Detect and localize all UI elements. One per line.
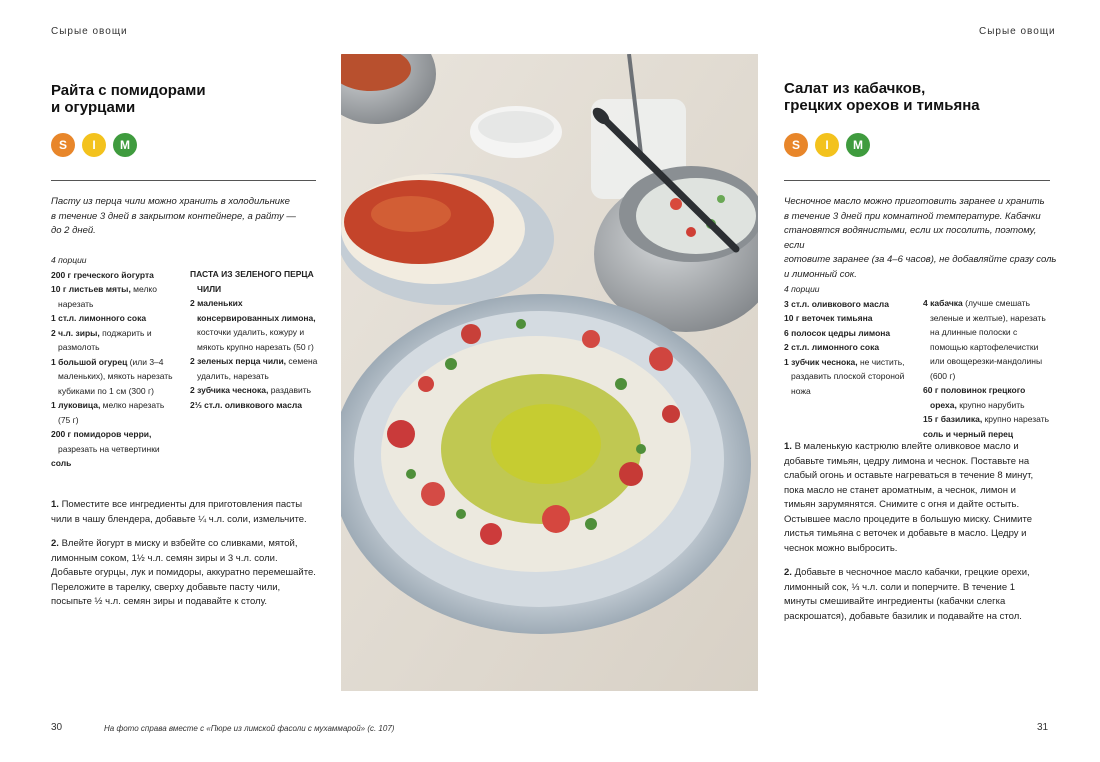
ingredient-item xyxy=(51,326,173,355)
left-ingredient-list xyxy=(51,268,173,471)
ingredient-name: 15 г базилика, xyxy=(923,414,983,424)
right-badges xyxy=(784,133,870,157)
right-intro: Чесночное масло можно приготовить заранее и хранить в течение 3 дней при комнатной температуре. Кабачки становятся водянистыми, если их посолить, поэтому, если готовите заранее (за 4–6 часов), не добавляйте сразу соль и лимонный сок. xyxy=(784,196,1057,280)
right-ingredient-list xyxy=(784,297,912,399)
right-divider xyxy=(784,180,1050,181)
ingredient-name: 1 луковица, xyxy=(51,400,101,410)
badge-i: I xyxy=(815,133,839,157)
ingredient-note: не чистить, раздавить плоской стороной ножа xyxy=(791,356,905,396)
ingredient-item xyxy=(51,355,173,399)
ingredient-item xyxy=(923,383,1053,412)
ingredient-item xyxy=(190,296,318,354)
ingredient-name: 1 большой огурец xyxy=(51,356,128,367)
left-recipe-title: Райта с помидорами и огурцами xyxy=(51,82,206,116)
right-ingredients-second xyxy=(923,296,1053,441)
badge-s: S xyxy=(51,133,75,157)
method-step xyxy=(784,566,1050,624)
ingredient-name: 3 ст.л. оливкового масла xyxy=(784,298,889,309)
ingredient-item xyxy=(923,412,1053,427)
left-paste-list xyxy=(190,296,318,412)
step-number: 2. xyxy=(51,538,59,549)
ingredient-name: соль xyxy=(51,458,72,468)
left-section-label: Сырые овощи xyxy=(51,26,128,37)
right-section-label: Сырые овощи xyxy=(979,26,1056,37)
step-number: 1. xyxy=(51,499,59,510)
ingredient-item xyxy=(51,398,173,427)
ingredient-item xyxy=(923,296,1053,383)
ingredient-name: 2 маленьких консервированных лимона, xyxy=(190,298,316,323)
step-number: 1. xyxy=(784,441,792,452)
step-text: В маленькую кастрюлю влейте оливковое масло и добавьте тимьян, цедру лимона и чеснок. Поставьте на слабый огонь и оставьте нагреваться в течение 8 минут, пока масло не станет ароматным, а чеснок, лимон и тимьян зарумянятся. Снимите с огня и дайте остыть. Остывшее масло процедите в большую миску. Снимите листья тимьяна с веточек и добавьте в масло. Цедру и чеснок можно выбросить. xyxy=(784,441,1034,554)
ingredient-name: соль и черный перец xyxy=(923,428,1014,439)
ingredient-item xyxy=(51,268,173,283)
ingredient-item xyxy=(923,427,1053,442)
ingredient-note: поджарить и размолоть xyxy=(58,327,152,352)
right-ingredient-list-2 xyxy=(923,296,1053,441)
left-ingredients-main xyxy=(51,253,173,471)
left-divider xyxy=(51,180,316,181)
badge-m: M xyxy=(846,133,870,157)
left-ingredients-paste xyxy=(190,267,318,412)
method-step xyxy=(51,537,316,610)
ingredient-name: 6 полосок цедры лимона xyxy=(784,327,891,338)
method-step xyxy=(784,440,1050,556)
left-steps xyxy=(51,498,316,620)
left-portions: 4 порции xyxy=(51,255,87,265)
ingredient-item xyxy=(784,340,912,355)
left-badges xyxy=(51,133,137,157)
ingredient-note: крупно нарезать xyxy=(982,414,1050,424)
ingredient-item xyxy=(190,383,318,398)
photo-caption: На фото справа вместе с «Пюре из лимской фасоли с мухаммарой» (с. 107) xyxy=(104,724,395,733)
step-text: Добавьте в чесночное масло кабачки, грецкие орехи, лимонный сок, ⅓ ч.л. соли и поперчите. В течение 1 минуты смешивайте ингредиенты (кабачки слегка раскрошатся), добавьте базилик и подавайте на стол. xyxy=(784,567,1030,622)
food-photo xyxy=(341,54,758,691)
ingredient-item xyxy=(51,427,173,456)
right-ingredients-main xyxy=(784,282,912,398)
step-text: Поместите все ингредиенты для приготовления пасты чили в чашу блендера, добавьте ¼ ч.л. соли, измельчите. xyxy=(51,499,307,525)
paste-heading: ПАСТА ИЗ ЗЕЛЕНОГО ПЕРЦА ЧИЛИ xyxy=(190,269,314,294)
ingredient-name: 1 ст.л. лимонного сока xyxy=(51,313,147,323)
ingredient-note: мелко нарезать xyxy=(58,284,157,309)
right-portions: 4 порции xyxy=(784,284,820,294)
ingredient-note: раздавить xyxy=(268,385,312,395)
step-text: Влейте йогурт в миску и взбейте со сливками, мятой, лимонным соком, 1½ ч.л. семян зиры и 3 ч.л. соли. Добавьте огурцы, лук и помидоры, аккуратно перемешайте. Переложите в тарелку, сверху добавьте пасту чили, посыпьте ½ ч.л. семян зиры и подавайте к столу. xyxy=(51,538,316,607)
ingredient-item xyxy=(190,398,318,413)
ingredient-note: (или 3–4 маленьких), мякоть нарезать кубиками по 1 см (300 г) xyxy=(58,356,173,396)
ingredient-note: разрезать на четвертинки xyxy=(58,443,160,454)
ingredient-item xyxy=(190,354,318,383)
step-number: 2. xyxy=(784,567,792,578)
ingredient-item xyxy=(784,326,912,341)
ingredient-name: 2⅓ ст.л. оливкового масла xyxy=(190,399,303,410)
ingredient-item xyxy=(51,311,173,326)
badge-s: S xyxy=(784,133,808,157)
left-page-number: 30 xyxy=(51,722,63,733)
ingredient-item xyxy=(784,297,912,312)
ingredient-name: 1 зубчик чеснока, xyxy=(784,356,858,367)
badge-m: M xyxy=(113,133,137,157)
right-steps xyxy=(784,440,1050,634)
ingredient-name: 60 г половинок грецкого ореха, xyxy=(923,385,1026,410)
right-recipe-title: Салат из кабачков, грецких орехов и тимьяна xyxy=(784,80,980,114)
ingredient-note: семена удалить, нарезать xyxy=(197,356,318,381)
ingredient-note: крупно нарубить xyxy=(956,399,1025,410)
ingredient-item xyxy=(784,355,912,399)
ingredient-name: 200 г помидоров черри, xyxy=(51,429,152,439)
ingredient-name: 10 г листьев мяты, xyxy=(51,284,131,294)
ingredient-name: 2 ст.л. лимонного сока xyxy=(784,342,880,352)
right-page-number: 31 xyxy=(1037,722,1049,733)
ingredient-name: 2 ч.л. зиры, xyxy=(51,327,100,338)
ingredient-note: (лучше смешать зеленые и желтые), нарезать на длинные полоски с помощью картофелечистки или овощерезки-мандолины (600 г) xyxy=(930,298,1046,381)
left-intro: Пасту из перца чили можно хранить в холодильнике в течение 3 дней в закрытом контейнере, а райту — до 2 дней. xyxy=(51,196,296,236)
badge-i: I xyxy=(82,133,106,157)
ingredient-name: 2 зубчика чеснока, xyxy=(190,385,269,395)
ingredient-name: 200 г греческого йогурта xyxy=(51,269,154,280)
ingredient-item xyxy=(51,282,173,311)
ingredient-note: мелко нарезать (75 г) xyxy=(58,400,165,425)
ingredient-name: 4 кабачка xyxy=(923,298,963,308)
ingredient-note: косточки удалить, кожуру и мякоть крупно нарезать (50 г) xyxy=(197,327,314,352)
ingredient-item xyxy=(51,456,173,471)
ingredient-name: 10 г веточек тимьяна xyxy=(784,313,873,323)
method-step xyxy=(51,498,316,527)
ingredient-name: 2 зеленых перца чили, xyxy=(190,356,287,366)
ingredient-item xyxy=(784,311,912,326)
